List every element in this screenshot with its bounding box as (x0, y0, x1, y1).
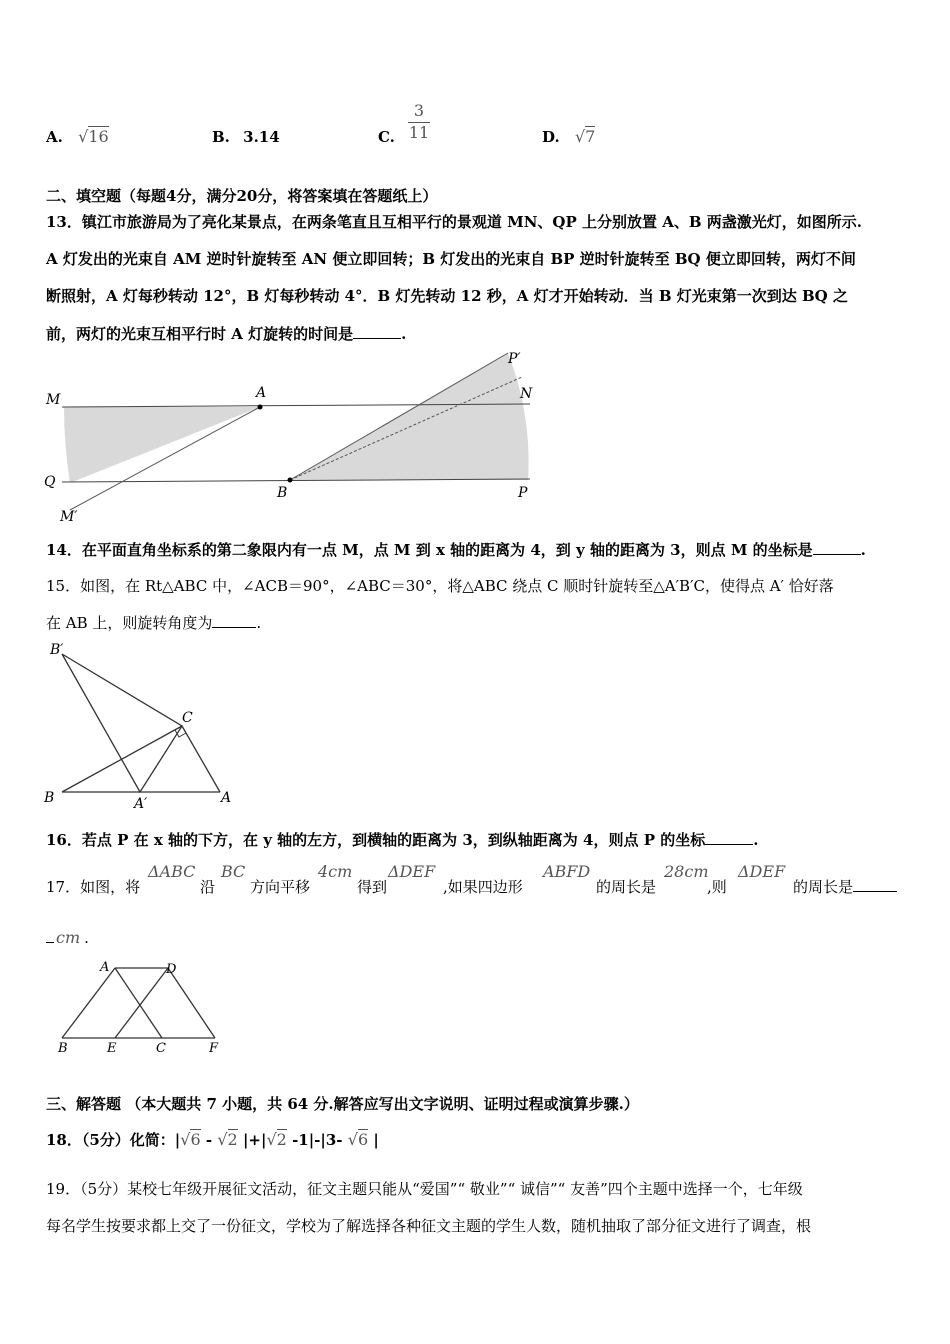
fig15-side-bc (62, 726, 182, 792)
fig17-side-ab (62, 968, 115, 1038)
q18-radicand-1: 6 (190, 1130, 201, 1149)
q15-line2 (46, 613, 261, 633)
q18-close: | (368, 1131, 379, 1149)
fig13-label-q: Q (44, 474, 56, 490)
q13-end: . (401, 325, 407, 343)
q13-answer-blank[interactable] (353, 338, 401, 339)
q19-line2: 每名学生按要求都上交了一份征文，学校为了解选择各种征文主题的学生人数，随机抽取了部分征文进行了调查，根 (46, 1217, 812, 1235)
q13-line4-text: 前，两灯的光束互相平行时 A 灯旋转的时间是 (46, 325, 354, 343)
option-d-radical: √7 (574, 127, 596, 146)
option-c-fraction (408, 101, 430, 142)
option-a-radical: √16 (78, 127, 109, 146)
fig13-region-a (64, 407, 260, 483)
fig13-label-p: P (518, 485, 528, 501)
q18-line (46, 1130, 379, 1150)
fig13-label-n: N (520, 386, 533, 402)
q16-end: . (753, 831, 759, 849)
fig13-label-m: M (46, 392, 61, 408)
fig15-triangle-rotated (62, 654, 182, 792)
q14-end: . (860, 541, 866, 559)
q17-unit: cm (56, 928, 81, 947)
fig13-label-b: B (277, 485, 288, 501)
q16-text: 16．若点 P 在 x 轴的下方，在 y 轴的左方，到横轴的距离为 3，到纵轴距离为 4，则点 P 的坐标 (46, 831, 706, 849)
fig17-label-e: E (107, 1041, 117, 1055)
fig17-label-c: C (156, 1041, 166, 1055)
q16-line (46, 830, 758, 850)
q17-m4: ΔDEF (388, 862, 436, 881)
q18-radical-1: √6 (180, 1130, 201, 1149)
q19-line1: 19．（5分）某校七年级开展征文活动，征文主题只能从“爱国”“ 敬业”“ 诚信”“ 友善”四个主题中选择一个，七年级 (46, 1180, 803, 1198)
option-d-letter: D. (542, 128, 560, 146)
q17-p8: 的周长是 (793, 878, 854, 896)
q17-line2 (46, 928, 89, 948)
q17-m7: ΔDEF (738, 862, 786, 881)
q17-p8-line (793, 877, 897, 897)
q15-end: . (256, 614, 262, 632)
q17-m6: 28cm (664, 862, 709, 881)
q18-radicand-4: 6 (357, 1130, 369, 1149)
q18-mid: |+| (237, 1131, 267, 1149)
q17-m2: BC (221, 862, 246, 881)
fig17-side-de (115, 968, 168, 1038)
q18-minus: - (200, 1131, 218, 1149)
option-b-value: 3.14 (243, 128, 280, 146)
q15-answer-blank[interactable] (212, 627, 256, 628)
q17-p6: 的周长是 (596, 878, 657, 896)
q13-line2: A 灯发出的光束自 AM 逆时针旋转至 AN 便立即回转；B 灯发出的光束自 BP 逆时针旋转至 BQ 便立即回转，两灯不间 (46, 250, 856, 268)
q18-radical-3: √2 (266, 1130, 287, 1149)
option-a-letter: A. (46, 128, 63, 146)
q17-m3: 4cm (318, 862, 353, 881)
q17-p3: 方向平移 (250, 878, 311, 896)
q14-line (46, 540, 866, 560)
q18-prefix: 18．（5分）化简：| (46, 1131, 181, 1149)
fig17-label-f: F (209, 1041, 219, 1055)
fig17-label-a: A (100, 960, 110, 975)
q18-radical-2: √2 (217, 1130, 238, 1149)
q17-p7: ,则 (707, 878, 727, 896)
fig15-label-b-prime: B′ (50, 642, 64, 658)
q18-radical-4: √6 (347, 1130, 369, 1149)
fig13-point-b (288, 478, 293, 483)
figure-15 (40, 638, 250, 813)
option-b-letter: B. (212, 128, 230, 146)
fig13-label-a: A (256, 385, 267, 401)
fig13-region-b (290, 353, 529, 480)
option-a (46, 127, 109, 147)
q18-radicand-3: 2 (276, 1130, 287, 1149)
q17-p1: 17．如图，将 (46, 878, 141, 896)
q14-answer-blank[interactable] (813, 554, 861, 555)
fig13-label-m-prime: M′ (60, 509, 78, 525)
fig17-label-b: B (58, 1041, 68, 1055)
fig15-label-a: A (221, 790, 232, 806)
q17-p4: 得到 (357, 878, 388, 896)
option-c-letter: C. (378, 128, 395, 146)
option-b (212, 127, 280, 147)
fig15-label-b: B (44, 790, 55, 806)
q17-p5: ,如果四边形 (443, 878, 523, 896)
q14-text: 14．在平面直角坐标系的第二象限内有一点 M，点 M 到 x 轴的距离为 4，到 y 轴的距离为 3，则点 M 的坐标是 (46, 541, 813, 559)
q18-tail: -1|-|3- (286, 1131, 348, 1149)
q17-p2: 沿 (200, 878, 216, 896)
option-d-radicand: 7 (585, 127, 596, 146)
fig15-label-c: C (182, 710, 193, 726)
figure-17 (40, 955, 240, 1055)
option-c-numerator: 3 (413, 101, 425, 120)
q13-line3: 断照射，A 灯每秒转动 12°，B 灯每秒转动 4°．B 灯先转动 12 秒，A 灯才开始转动．当 B 灯光束第一次到达 BQ 之 (46, 287, 848, 305)
section3-heading: 三、解答题 （本大题共 7 小题，共 64 分.解答应写出文字说明、证明过程或演算步骤.） (46, 1095, 639, 1113)
fig13-point-a (258, 405, 263, 410)
q17-end: . (84, 929, 89, 947)
q17-answer-blank-1[interactable] (853, 891, 897, 892)
q15-line1: 15．如图，在 Rt△ABC 中，∠ACB＝90°，∠ABC＝30°，将△ABC 绕点 C 顺时针旋转至△A′B′C，使得点 A′ 恰好落 (46, 577, 834, 595)
figure-13 (40, 345, 540, 530)
q17-m1: ΔABC (148, 862, 196, 881)
fig13-label-p-prime: P′ (508, 351, 521, 367)
fig17-side-df (168, 968, 215, 1038)
q15-line2-text: 在 AB 上，则旋转角度为 (46, 614, 213, 632)
q16-answer-blank[interactable] (705, 844, 753, 845)
section2-heading: 二、填空题（每题4分，满分20分，将答案填在答题纸上） (46, 187, 438, 205)
q17-answer-blank-2[interactable] (46, 942, 54, 943)
option-d (542, 127, 595, 147)
fig15-label-a-prime: A′ (134, 796, 148, 812)
fig15-side-ca (182, 726, 220, 792)
q18-radicand-2: 2 (227, 1130, 238, 1149)
q13-line4 (46, 324, 406, 344)
q13-line1: 13．镇江市旅游局为了亮化某景点，在两条笔直且互相平行的景观道 MN、QP 上分别放置 A、B 两盏激光灯，如图所示. (46, 213, 862, 231)
option-c-denominator: 11 (408, 123, 430, 142)
q17-m5: ABFD (543, 862, 591, 881)
fig17-label-d: D (166, 962, 177, 977)
fig17-side-ac (115, 968, 162, 1038)
option-a-radicand: 16 (88, 127, 109, 146)
